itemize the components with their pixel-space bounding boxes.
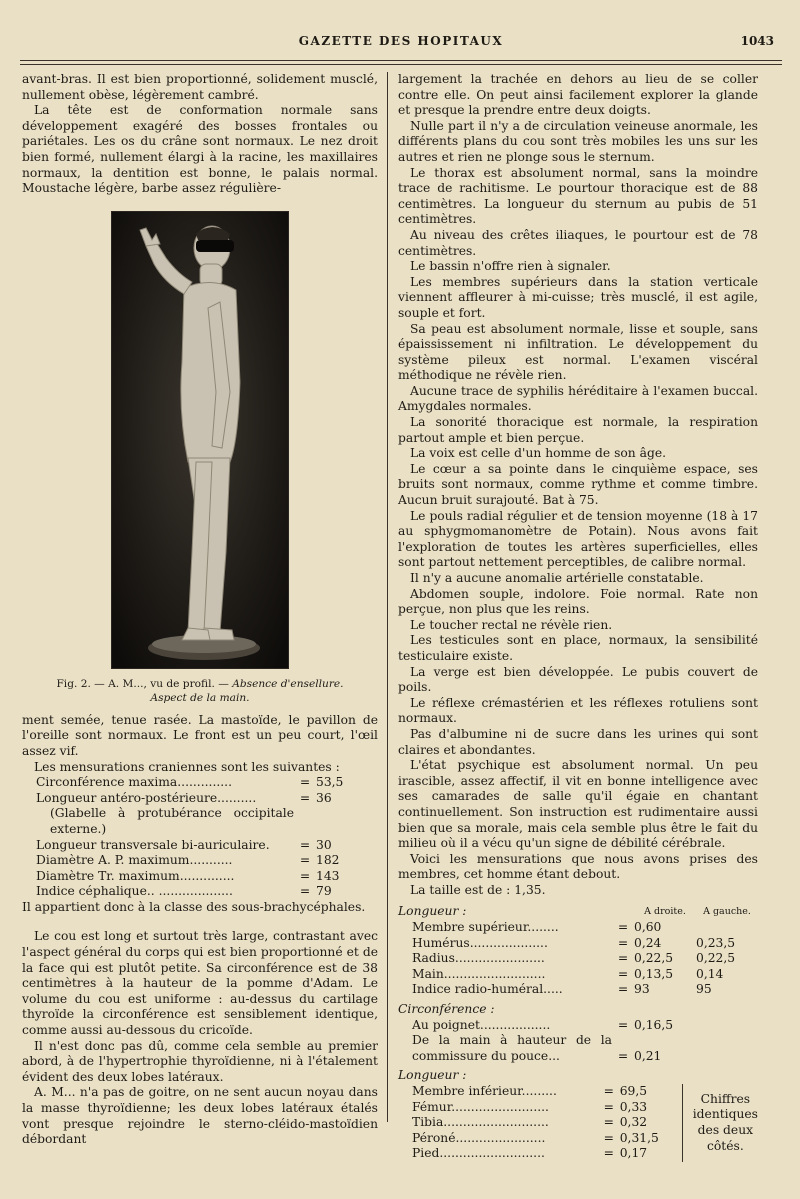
page-number: 1043 — [740, 34, 774, 48]
left-column — [22, 72, 378, 1148]
table-row: Membre inférieur......... = 69,5 Chiffres identiques des deux côtés. — [398, 1084, 758, 1100]
paragraph: La tête est de conformation normale sans développement exagéré des bosses frontales ou pariétales. Les os du crâne sont normaux. Le nez droit bien formé, nullement élargi à la racine, les maxillaires normaux, la dentition est bonne, le palais normal. Moustache légère, barbe assez régulière- — [22, 103, 378, 196]
table-row: Main.......................... = 0,13,5 0,14 — [398, 967, 758, 983]
paragraph: ment semée, tenue rasée. La mastoïde, le pavillon de l'oreille sont normaux. Le front est un peu court, l'œil assez vif. — [22, 712, 378, 758]
measure-label: Membre supérieur........ — [412, 920, 559, 935]
patient-profile-photo — [111, 211, 289, 669]
measure-value-left: 95 — [696, 982, 712, 997]
paragraph: La taille est de : 1,35. — [410, 882, 546, 897]
paragraph: Le toucher rectal ne révèle rien. — [410, 617, 613, 632]
header-rule — [20, 60, 782, 61]
measure-label: Fémur......................... — [412, 1099, 549, 1114]
measure-label: Humérus.................... — [412, 935, 548, 950]
paragraph: Sa peau est absolument normale, lisse et souple, sans épaississement ni infiltration. Le développement du système pileux est normal. L'examen viscéral méthodique ne révèle rien. — [398, 321, 758, 383]
table-row: Indice radio-huméral..... = 93 95 — [398, 982, 758, 998]
paragraph: Les membres supérieurs dans la station verticale viennent affleurer à mi-cuisse; très musclé, il est agile, souple et fort. — [398, 274, 758, 320]
measure-value: 182 — [316, 853, 340, 868]
figure-caption — [22, 677, 378, 705]
table-row: Tibia........................... = 0,32 — [398, 1115, 758, 1131]
measure-value-right: 0,13,5 — [634, 966, 674, 981]
paragraph: La voix est celle d'un homme de son âge. — [410, 446, 667, 461]
table-row: Membre supérieur........ = 0,60 — [398, 920, 758, 936]
paragraph: La verge est bien développée. Le pubis couvert de poils. — [398, 664, 758, 695]
table-row — [22, 806, 378, 837]
page-header — [20, 34, 782, 54]
column-header-left: A gauche. — [703, 906, 751, 918]
measure-label: Pied........................... — [412, 1146, 545, 1161]
figure-2 — [22, 211, 378, 705]
measure-value-left — [696, 920, 758, 936]
measure-label: Longueur transversale bi-auriculaire. — [36, 837, 270, 852]
table-row: Humérus.................... = 0,24 0,23,5 — [398, 936, 758, 952]
paragraph: Abdomen souple, indolore. Foie normal. Rate non perçue, non plus que les reins. — [398, 586, 758, 617]
measure-value-right: 0,33 — [619, 1099, 648, 1114]
measure-value: 143 — [316, 868, 340, 883]
paragraph: Au niveau des crêtes iliaques, le pourtour est de 78 centimètres. — [398, 227, 758, 258]
table-row: Au poignet.................. = 0,16,5 — [398, 1018, 758, 1034]
section-title: Circonférence : — [398, 1002, 495, 1017]
measure-label: Circonférence maxima.............. — [36, 775, 232, 790]
paragraph: A. M... n'a pas de goitre, on ne sent aucun noyau dans la masse thyroïdienne; les deux lobes latéraux étalés vont presque rejoindre le sterno-cléido-mastoïdien débordant — [22, 1085, 378, 1147]
table-row: Longueur antéro-postérieure.......... = 36 — [22, 791, 378, 807]
measure-value-left: 0,14 — [696, 966, 724, 981]
table-row: De la main à hauteur de la commissure du pouce... = 0,21 — [398, 1033, 758, 1064]
figure-caption-text: Absence d'ensellure. Aspect de la main. — [150, 677, 344, 704]
table-row: Circonférence maxima.............. = 53,5 — [22, 775, 378, 791]
measure-value-right: 0,24 — [634, 935, 662, 950]
paragraph: Aucune trace de syphilis héréditaire à l'examen buccal. Amygdales normales. — [398, 383, 758, 414]
upper-limb-length-table — [398, 904, 758, 998]
paragraph: Il n'est donc pas dû, comme cela semble au premier abord, à de l'hypertrophie thyroïdienne, ni à l'étalement évident des deux lobes latéraux. — [22, 1038, 378, 1084]
paragraph: La sonorité thoracique est normale, la respiration partout ample et bien perçue. — [398, 415, 758, 445]
measure-value-right: 93 — [634, 982, 650, 997]
section-title: Longueur : — [398, 1068, 467, 1083]
measure-label: Main.......................... — [412, 966, 546, 981]
paragraph: Le cou est long et surtout très large, contrastant avec l'aspect général du corps qui est bien proportionné et de la face qui est plutôt petite. Sa circonférence est de 38 centimètres à la hauteur de la pomme d'Adam. Le volume du cou est uniforme : au-dessus du cartilage thyroïde la circonférence est sensiblement identique, comme aussi au-dessous du cricoïde. — [22, 929, 378, 1038]
measure-value-right: 0,17 — [619, 1146, 648, 1161]
measure-value: 36 — [316, 790, 332, 805]
measure-label: Indice céphalique.. ................... — [36, 884, 233, 899]
measure-label: Membre inférieur......... — [412, 1084, 557, 1098]
circumference-table — [398, 1002, 758, 1064]
measure-value — [316, 806, 378, 837]
lower-limb-length-table — [398, 1068, 758, 1162]
right-column — [398, 72, 758, 1162]
measure-label: Péroné....................... — [412, 1130, 546, 1145]
paragraph: Le bassin n'offre rien à signaler. — [410, 259, 611, 274]
measure-value-right: 0,32 — [619, 1115, 648, 1130]
measure-value: 53,5 — [316, 775, 344, 790]
paragraph: Les testicules sont en place, normaux, la sensibilité testiculaire existe. — [398, 633, 758, 663]
paragraph: Il n'y a aucune anomalie artérielle constatable. — [410, 571, 704, 585]
paragraph: L'état psychique est absolument normal. Un peu irascible, assez affectif, il vit en bonne intelligence avec ses camarades de salle qu'il égaie en chantant continuellement. Son instruction est rudimentaire aussi bien que sa morale, mais cela semble plus être le fait du milieu où il a vécu qu'un signe de débilité cérébrale. — [398, 758, 758, 851]
measure-value-right: 0,16,5 — [634, 1017, 674, 1032]
measure-value-right: 0,31,5 — [619, 1130, 659, 1145]
measure-label: Diamètre Tr. maximum.............. — [36, 868, 235, 883]
paragraph: Le cœur a sa pointe dans le cinquième espace, ses bruits sont normaux, comme rythme et comme timbre. Aucun bruit surajouté. Bat à 75. — [398, 461, 758, 508]
table-row: Indice céphalique.. ................... = 79 — [22, 884, 378, 900]
cranial-measurements-table — [22, 775, 378, 900]
measure-label: Indice radio-huméral..... — [412, 982, 563, 997]
table-row: Diamètre A. P. maximum........... = 182 — [22, 853, 378, 869]
paragraph: Le réflexe crémastérien et les réflexes rotuliens sont normaux. — [398, 695, 758, 726]
measure-value: 79 — [316, 884, 332, 899]
paragraph: Nulle part il n'y a de circulation veineuse anormale, les différents plans du cou sont très mobiles les uns sur les autres et rien ne plonge sous le sternum. — [398, 118, 758, 164]
measure-value-left: 0,23,5 — [696, 935, 736, 950]
measure-label: Diamètre A. P. maximum........... — [36, 853, 233, 868]
measure-value-left: 0,22,5 — [696, 951, 736, 966]
table-row: Radius....................... = 0,22,5 0,22,5 — [398, 951, 758, 967]
measure-value-right: 69,5 — [619, 1084, 648, 1098]
paragraph: Le pouls radial régulier et de tension moyenne (18 à 17 au sphygmomanomètre de Potain). Nous avons fait l'exploration de toutes les artères superficielles, elles sont partout nettement perceptibles, de calibre normal. — [398, 508, 758, 570]
paragraph: avant-bras. Il est bien proportionné, solidement musclé, nullement obèse, légèrement cambré. — [22, 72, 378, 102]
paragraph: Le thorax est absolument normal, sans la moindre trace de rachitisme. Le pourtour thoracique est de 88 centimètres. La longueur du sternum au pubis de 51 centimètres. — [398, 165, 758, 227]
table-row: Diamètre Tr. maximum.............. = 143 — [22, 869, 378, 885]
journal-title: GAZETTE DES HOPITAUX — [298, 34, 504, 48]
measure-label: Au poignet.................. — [412, 1017, 551, 1032]
table-row: Pied........................... = 0,17 — [398, 1146, 758, 1162]
paragraph: Voici les mensurations que nous avons prises des membres, cet homme étant debout. — [398, 851, 758, 882]
table-row: Péroné....................... = 0,31,5 — [398, 1131, 758, 1147]
measure-label: Radius....................... — [412, 951, 545, 966]
measure-label: Longueur antéro-postérieure.......... — [36, 790, 257, 805]
paragraph: Pas d'albumine ni de sucre dans les urines qui sont claires et abondantes. — [398, 726, 758, 757]
column-divider — [387, 72, 388, 1122]
measure-value-right: 0,21 — [634, 1048, 662, 1063]
table-row: Fémur......................... = 0,33 — [398, 1100, 758, 1116]
column-header-right: A droite. — [644, 906, 686, 918]
measure-label: De la main à hauteur de la commissure du pouce... — [412, 1033, 612, 1063]
table-row: Longueur transversale bi-auriculaire. = 30 — [22, 838, 378, 854]
identical-values-note: Chiffres identiques des deux côtés. — [682, 1084, 758, 1162]
figure-caption-label: Fig. 2. — A. M..., vu de profil. — — [56, 677, 229, 690]
header-rule-2 — [20, 64, 782, 65]
measure-value-right: 0,60 — [634, 920, 662, 935]
paragraph: largement la trachée en dehors au lieu de se coller contre elle. On peut ainsi facilement explorer la glande et presque la prendre entre deux doigts. — [398, 72, 758, 118]
paragraph: Les mensurations craniennes sont les suivantes : — [34, 759, 340, 774]
measure-value-right: 0,22,5 — [634, 951, 674, 966]
paragraph: Il appartient donc à la classe des sous-brachycéphales. — [22, 899, 366, 914]
measure-label: Tibia........................... — [412, 1115, 549, 1130]
photo-illustration — [112, 212, 288, 668]
measure-value: 30 — [316, 837, 332, 852]
section-title: Longueur : — [398, 904, 467, 919]
measure-label: (Glabelle à protubérance occipitale externe.) — [50, 806, 294, 836]
